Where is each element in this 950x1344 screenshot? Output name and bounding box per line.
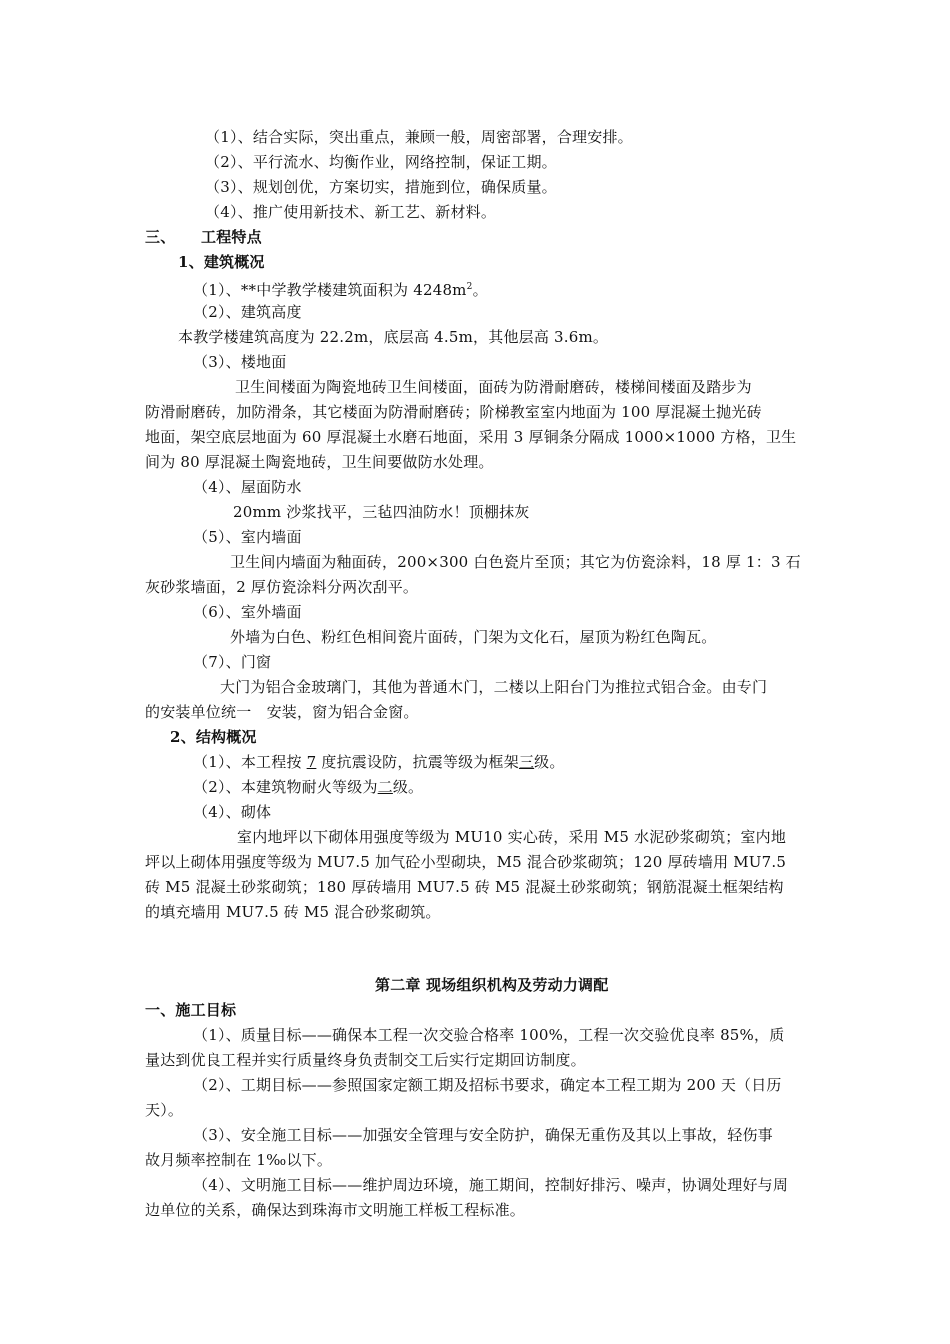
doors-windows-line-1: 大门为铝合金玻璃门，其他为普通木门，二楼以上阳台门为推拉式铝合金。由专门: [220, 678, 768, 696]
building-height-text: 本教学楼建筑高度为 22.2m，底层高 4.5m，其他层高 3.6m。: [178, 328, 609, 346]
goal-quality-line-2: 量达到优良工程并实行质量终身负责制交工后实行定期回访制度。: [145, 1051, 586, 1069]
floor-heading: （3）、楼地面: [193, 353, 287, 371]
doors-windows-line-2: 的安装单位统一 安装，窗为铝合金窗。: [145, 703, 419, 721]
goal-safety-line-1: （3）、安全施工目标——加强安全管理与安全防护，确保无重伤及其以上事故，轻伤事: [193, 1126, 773, 1144]
roof-text: 20mm 沙浆找平，三毡四油防水！顶棚抹灰: [233, 503, 530, 521]
masonry-line-2: 坪以上砌体用强度等级为 MU7.5 加气砼小型砌块，M5 混合砂浆砌筑；120 厚砖墙用 MU7.5: [145, 853, 787, 871]
building-overview-heading: 1、建筑概况: [178, 253, 265, 271]
goal-schedule-line-1: （2）、工期目标——参照国家定额工期及招标书要求，确定本工程工期为 200 天（日历: [193, 1076, 782, 1094]
masonry-heading: （4）、砌体: [193, 803, 272, 821]
goal-civilized-line-2: 边单位的关系，确保达到珠海市文明施工样板工程标准。: [145, 1201, 526, 1219]
interior-wall-heading: （5）、室内墙面: [193, 528, 302, 546]
section-number: 三、: [145, 228, 176, 246]
floor-line-1: 卫生间楼面为陶瓷地砖卫生间楼面，面砖为防滑耐磨砖，楼梯间楼面及踏步为: [235, 378, 752, 396]
goal-safety-line-2: 故月频率控制在 1‰以下。: [145, 1151, 333, 1169]
principle-2: （2）、平行流水、均衡作业，网络控制，保证工期。: [205, 153, 557, 171]
construction-goals-heading: 一、施工目标: [145, 1001, 237, 1019]
goal-schedule-line-2: 天）。: [145, 1101, 184, 1119]
exterior-wall-heading: （6）、室外墙面: [193, 603, 302, 621]
interior-wall-line-1: 卫生间内墙面为釉面砖，200×300 白色瓷片至顶；其它为仿瓷涂料，18 厚 1：3 石: [230, 553, 801, 571]
chapter-title: 第二章 现场组织机构及劳动力调配: [375, 976, 609, 994]
masonry-line-4: 的填充墙用 MU7.5 砖 M5 混合砂浆砌筑。: [145, 903, 441, 921]
roof-heading: （4）、屋面防水: [193, 478, 302, 496]
exterior-wall-text: 外墙为白色、粉红色相间瓷片面砖，门架为文化石，屋顶为粉红色陶瓦。: [230, 628, 717, 646]
principle-1: （1）、结合实际，突出重点，兼顾一般，周密部署，合理安排。: [205, 128, 633, 146]
doors-windows-heading: （7）、门窗: [193, 653, 272, 671]
principle-3: （3）、规划创优，方案切实，措施到位，确保质量。: [205, 178, 557, 196]
floor-line-3: 地面，架空底层地面为 60 厚混凝土水磨石地面，采用 3 厚铜条分隔成 1000×1000 方格，卫生: [145, 428, 797, 446]
building-area: （1）、**中学教学楼建筑面积为 $4248m^2$。: [193, 281, 488, 299]
seismic-line: （1）、本工程按 7 度抗震设防，抗震等级为框架三级。: [193, 753, 565, 771]
goal-quality-line-1: （1）、质量目标——确保本工程一次交验合格率 100%，工程一次交验优良率 85%，质: [193, 1026, 785, 1044]
section-title: 工程特点: [201, 228, 262, 246]
floor-line-2: 防滑耐磨砖，加防滑条，其它楼面为防滑耐磨砖；阶梯教室室内地面为 100 厚混凝土抛光砖: [145, 403, 762, 421]
goal-civilized-line-1: （4）、文明施工目标——维护周边环境，施工期间，控制好排污、噪声，协调处理好与周: [193, 1176, 789, 1194]
building-height-heading: （2）、建筑高度: [193, 303, 302, 321]
masonry-line-1: 室内地坪以下砌体用强度等级为 MU10 实心砖，采用 M5 水泥砂浆砌筑；室内地: [237, 828, 787, 846]
fire-rating-line: （2）、本建筑物耐火等级为二级。: [193, 778, 424, 796]
structure-overview-heading: 2、结构概况: [170, 728, 257, 746]
masonry-line-3: 砖 M5 混凝土砂浆砌筑；180 厚砖墙用 MU7.5 砖 M5 混凝土砂浆砌筑；钢筋混凝土框架结构: [145, 878, 784, 896]
floor-line-4: 间为 80 厚混凝土陶瓷地砖，卫生间要做防水处理。: [145, 453, 494, 471]
interior-wall-line-2: 灰砂浆墙面，2 厚仿瓷涂料分两次刮平。: [145, 578, 419, 596]
principle-4: （4）、推广使用新技术、新工艺、新材料。: [205, 203, 497, 221]
